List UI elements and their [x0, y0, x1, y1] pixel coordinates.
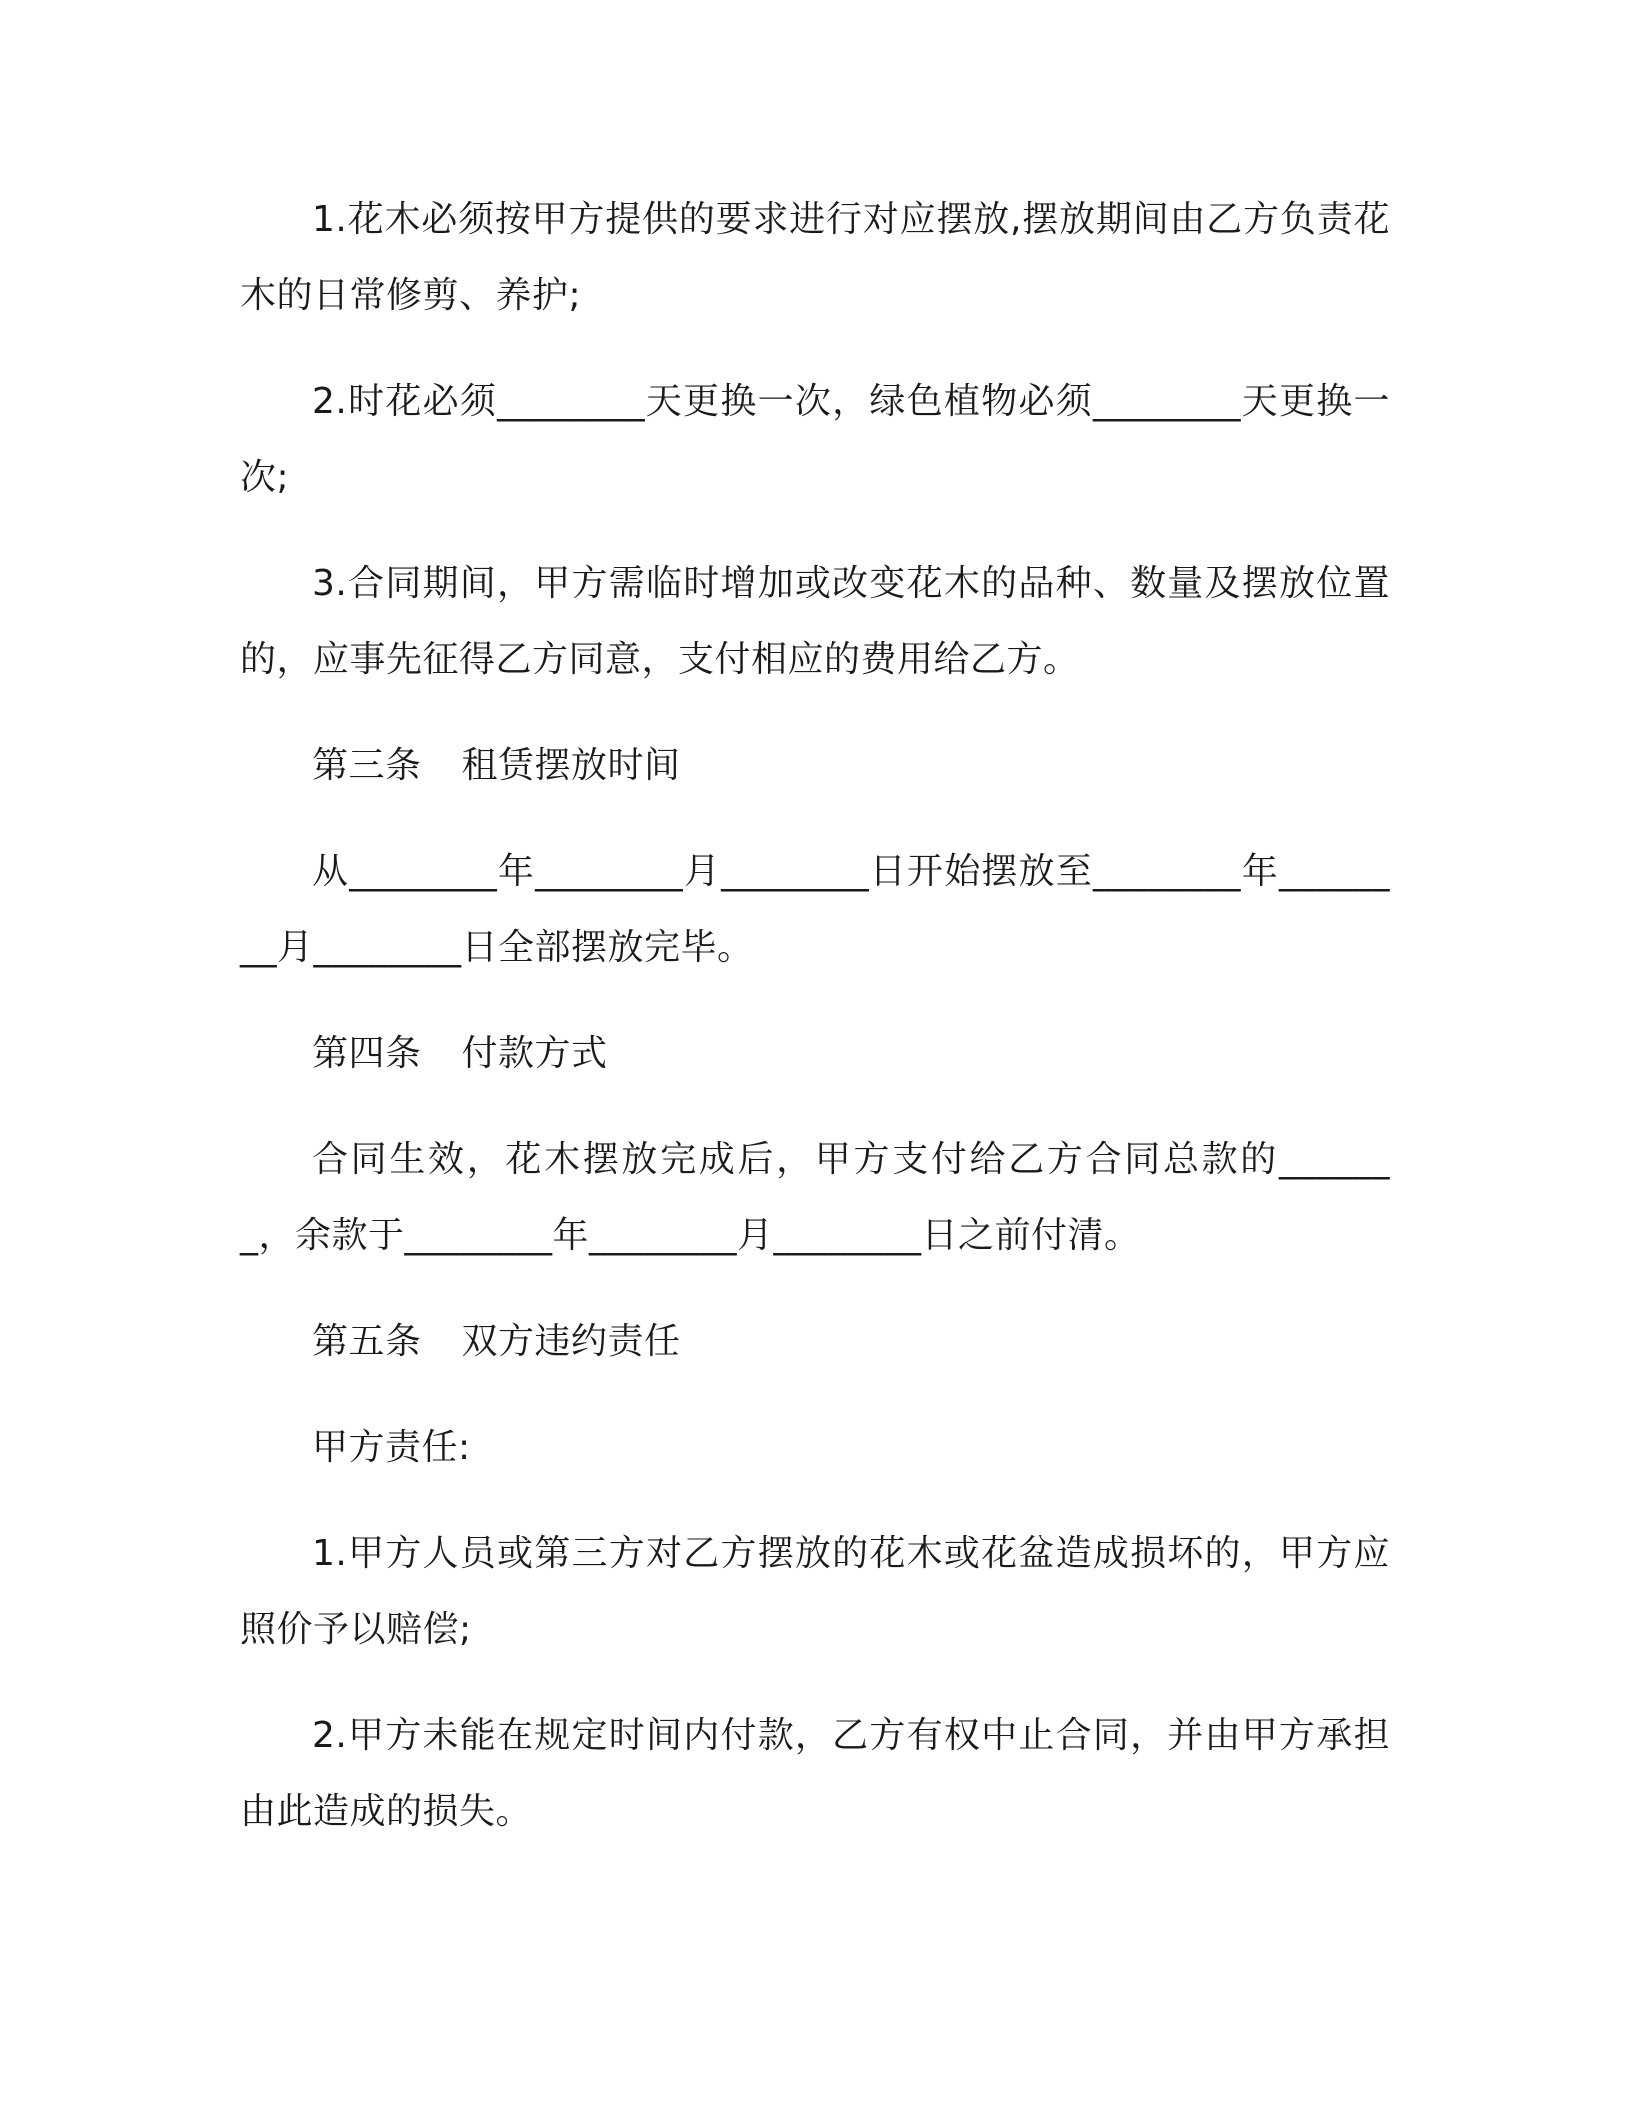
- party-a-liability-label: 甲方责任:: [312, 1427, 471, 1468]
- clause-rental-period: 从________年________月________日开始摆放至________年________月________日全部摆放完毕。: [240, 851, 1390, 968]
- clause-damage-compensation: 1.甲方人员或第三方对乙方摆放的花木或花盆造成损坏的，甲方应照价予以赔偿;: [240, 1533, 1390, 1650]
- clause-contract-changes: 3.合同期间，甲方需临时增加或改变花木的品种、数量及摆放位置的，应事先征得乙方同意，支付相应的费用给乙方。: [240, 563, 1390, 680]
- article-four-heading: [240, 1016, 1390, 1092]
- article-title: 租赁摆放时间: [461, 745, 681, 786]
- clause-late-payment: 2.甲方未能在规定时间内付款，乙方有权中止合同，并由甲方承担由此造成的损失。: [240, 1715, 1390, 1832]
- article-number: 第四条: [312, 1033, 422, 1074]
- clause-replacement-schedule: 2.时花必须________天更换一次，绿色植物必须________天更换一次;: [240, 381, 1390, 498]
- clause-payment-terms: 合同生效，花木摆放完成后，甲方支付给乙方合同总款的_______，余款于________年________月________日之前付清。: [240, 1139, 1390, 1256]
- article-number: 第五条: [312, 1321, 422, 1362]
- article-title: 双方违约责任: [461, 1321, 681, 1362]
- document-body: [240, 182, 1390, 1880]
- article-three-heading: [240, 728, 1390, 804]
- article-title: 付款方式: [461, 1033, 608, 1074]
- article-five-heading: [240, 1304, 1390, 1380]
- clause-placement-maintenance: 1.花木必须按甲方提供的要求进行对应摆放,摆放期间由乙方负责花木的日常修剪、养护;: [240, 199, 1390, 316]
- article-number: 第三条: [312, 745, 422, 786]
